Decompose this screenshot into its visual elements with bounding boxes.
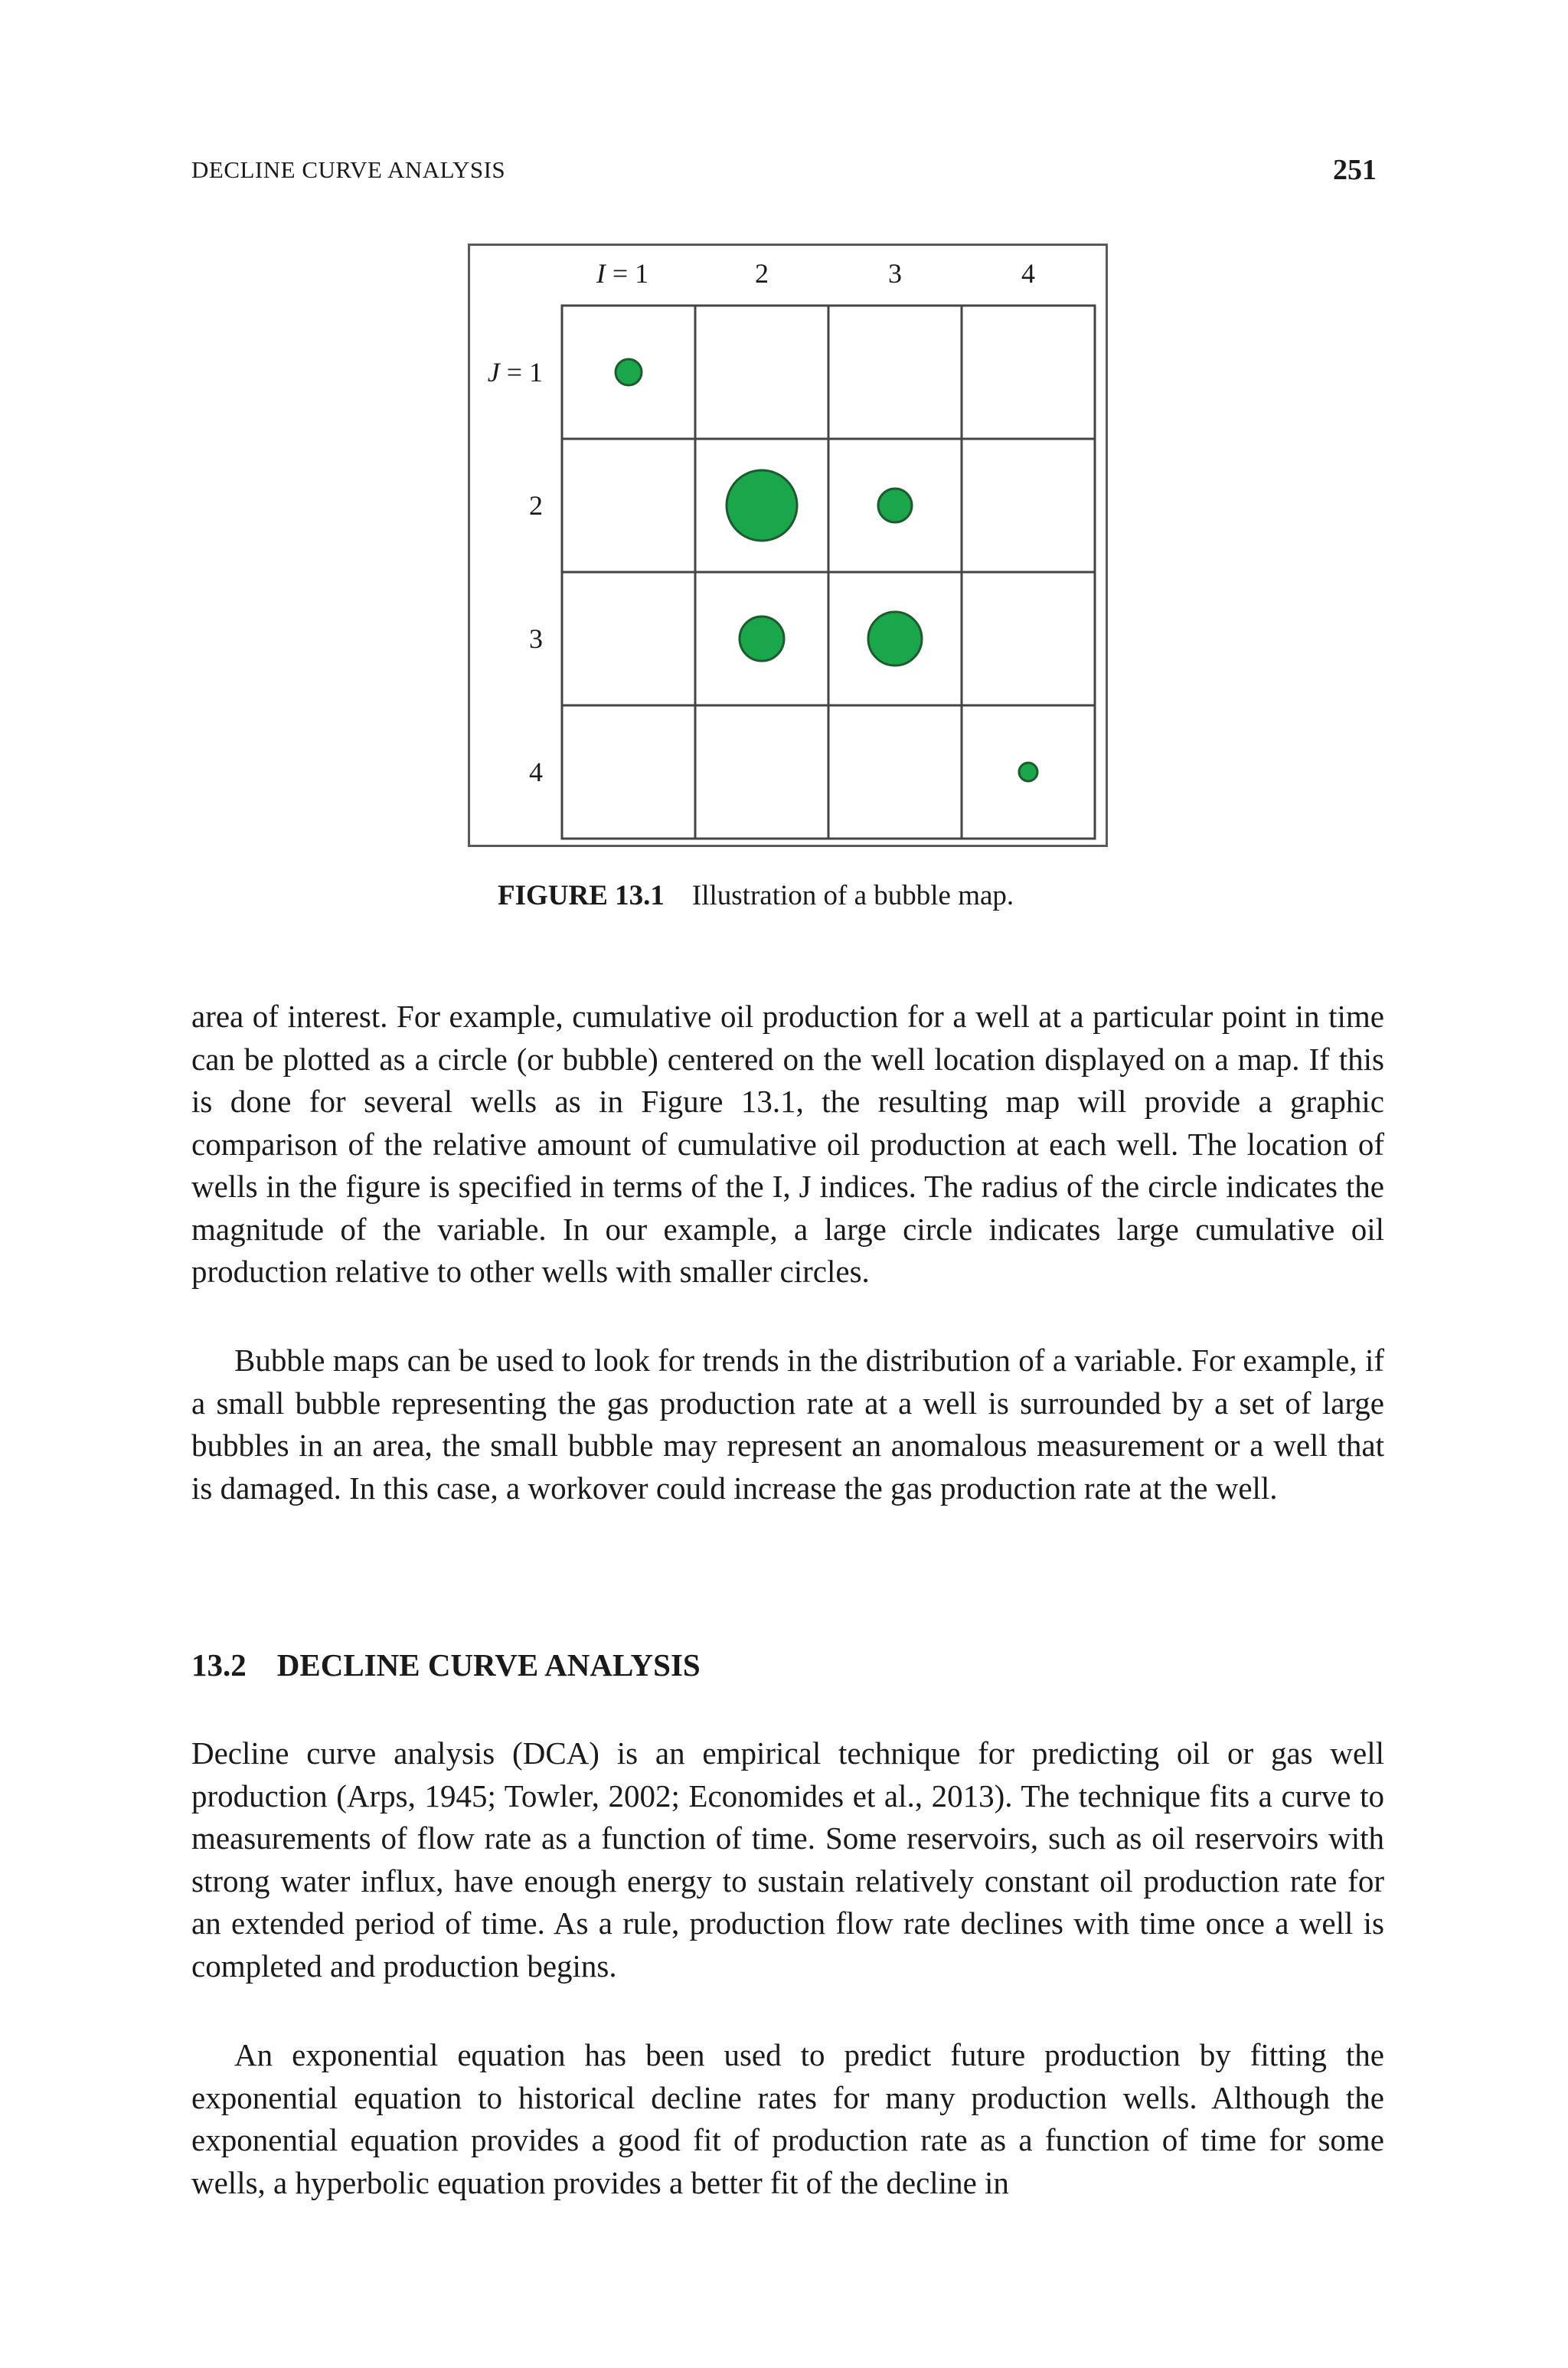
row-label: 2 xyxy=(529,490,543,521)
bubble-map-figure xyxy=(468,244,1108,847)
bubble-i1-j1 xyxy=(616,359,642,385)
column-label: 2 xyxy=(755,258,769,289)
column-label: I = 1 xyxy=(596,258,649,289)
bubbles xyxy=(616,359,1037,781)
page-number: 251 xyxy=(1333,154,1377,186)
column-labels xyxy=(596,258,1035,289)
row-label: J = 1 xyxy=(487,357,543,388)
paragraph-3 xyxy=(191,1732,1384,1987)
caption-number: FIGURE 13.1 xyxy=(498,880,665,911)
paragraph-4-text: An exponential equation has been used to predict future production by fitting the exponential equation to historical decline rates for many production wells. Although the exponential equation provides a good fit of production rate as a function of time for some wells, a hyperbolic equation provides a better fit of the decline in xyxy=(191,2037,1384,2200)
paragraph-1-text: area of interest. For example, cumulative oil production for a well at a particular point in time can be plotted as a circle (or bubble) centered on the well location displayed on a map. If this is done for several wells as in Figure 13.1, the resulting map will provide a graphic comparison of the relative amount of cumulative oil production at each well. The location of wells in the figure is specified in terms of the I, J indices. The radius of the circle indicates the magnitude of the variable. In our example, a large circle indicates large cumulative oil production relative to other wells with smaller circles. xyxy=(191,999,1384,1289)
bubble-i4-j4 xyxy=(1019,763,1037,781)
running-title: DECLINE CURVE ANALYSIS xyxy=(191,156,506,183)
bubble-i2-j3 xyxy=(740,617,784,661)
bubble-i3-j2 xyxy=(878,489,912,522)
bubble-i3-j3 xyxy=(868,612,922,666)
running-head xyxy=(191,153,1377,191)
section-heading xyxy=(191,1647,701,1683)
paragraph-2 xyxy=(191,1339,1384,1509)
paragraph-3-text: Decline curve analysis (DCA) is an empirical technique for predicting oil or gas well production (Arps, 1945; Towler, 2002; Economides et al., 2013). The technique fits a curve to measurements of flow rate as a function of time. Some reservoirs, such as oil reservoirs with strong water influx, have enough energy to sustain relatively constant oil production rate for an extended period of time. As a rule, production flow rate declines with time once a well is completed and production begins. xyxy=(191,1735,1384,1984)
column-label: 4 xyxy=(1021,258,1035,289)
paragraph-1 xyxy=(191,996,1384,1294)
row-label: 3 xyxy=(529,623,543,654)
bubble-map-svg xyxy=(470,246,1106,845)
grid xyxy=(562,306,1095,839)
bubble-i2-j2 xyxy=(727,470,797,541)
column-label: 3 xyxy=(888,258,902,289)
section-number: 13.2 xyxy=(191,1647,247,1683)
caption-text: Illustration of a bubble map. xyxy=(691,880,1014,911)
row-labels xyxy=(488,357,543,787)
row-label: 4 xyxy=(529,757,543,787)
paragraph-2-text: Bubble maps can be used to look for trends in the distribution of a variable. For example, if a small bubble representing the gas production rate at a well is surrounded by a set of large bubbles in an area, the small bubble may represent an anomalous measurement or a well that is damaged. In this case, a workover could increase the gas production rate at the well. xyxy=(191,1343,1384,1506)
paragraph-4 xyxy=(191,2034,1384,2204)
figure-caption xyxy=(498,879,1014,912)
section-title: DECLINE CURVE ANALYSIS xyxy=(276,1647,701,1683)
